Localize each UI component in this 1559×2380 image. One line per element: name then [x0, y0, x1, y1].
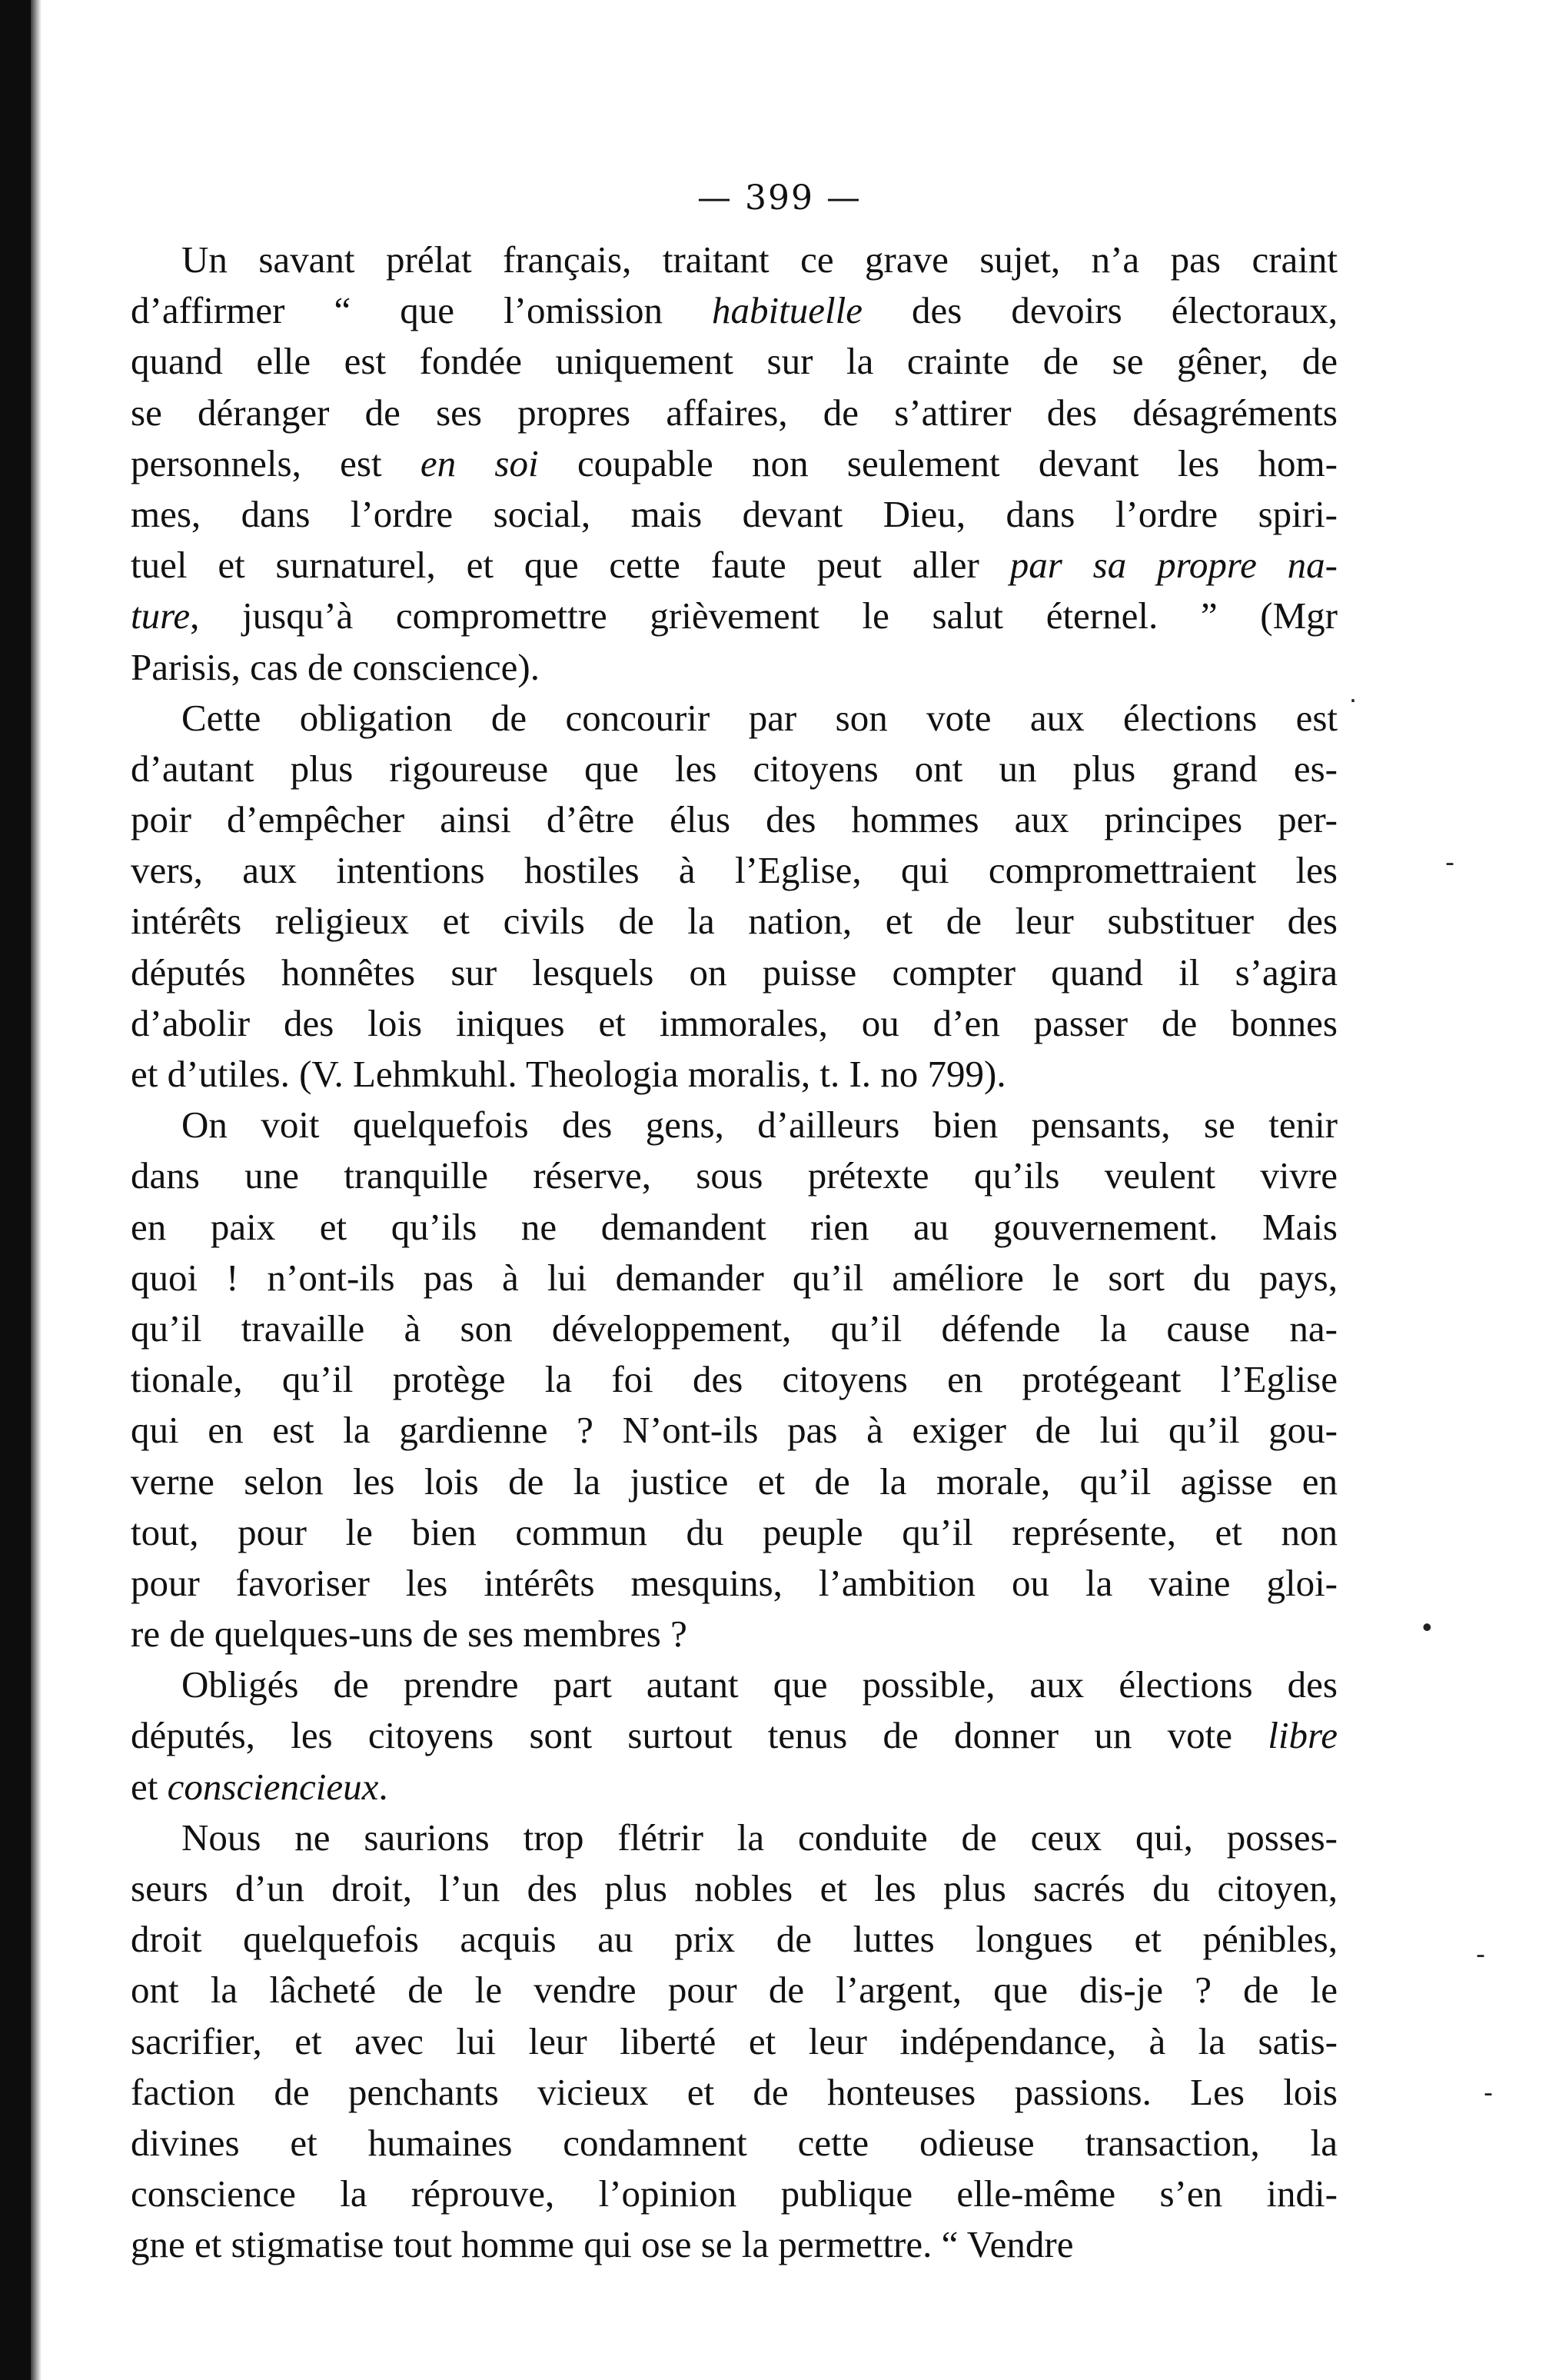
text-line [131, 947, 1338, 998]
text-line [131, 540, 1338, 591]
text-segment: mes, dans l’ordre social, mais devant Dieu, dans l’ordre spiri- [131, 492, 1338, 535]
text-segment: Un savant prélat français, traitant ce grave sujet, n’a pas craint [181, 238, 1338, 281]
text-segment: quand elle est fondée uniquement sur la crainte de se gêner, de [131, 340, 1338, 383]
italic-text: libre [1268, 1714, 1338, 1757]
book-spine-shadow [0, 0, 31, 2380]
text-segment: On voit quelquefois des gens, d’ailleurs bien pensants, se tenir [181, 1103, 1338, 1147]
text-segment: d’abolir des lois iniques et immorales, ou d’en passer de bonnes [131, 1001, 1338, 1044]
text-segment: poir d’empêcher ainsi d’être élus des hommes aux principes per- [131, 798, 1338, 841]
text-line [131, 1049, 1338, 1100]
text-segment: députés honnêtes sur lesquels on puisse compter quand il s’agira [131, 950, 1338, 994]
text-line [131, 1710, 1338, 1761]
text-segment: vers, aux intentions hostiles à l’Eglise, qui compromettraient les [131, 849, 1338, 892]
text-line [131, 1100, 1338, 1150]
text-line [131, 1558, 1338, 1609]
text-segment: Obligés de prendre part autant que possible, aux élections des [181, 1663, 1338, 1706]
text-segment: ont la lâcheté de le vendre pour de l’argent, que dis-je ? de le [131, 1969, 1338, 2012]
text-segment: intérêts religieux et civils de la nation, et de leur substituer des [131, 900, 1338, 943]
text-line [131, 1253, 1338, 1303]
text-segment: coupable non seulement devant les hom- [538, 441, 1338, 484]
text-segment: d’affirmer “ que l’omission [131, 289, 713, 332]
text-line [131, 1863, 1338, 1914]
text-line [131, 1456, 1338, 1507]
scan-speck: - [1445, 846, 1454, 877]
text-line [131, 693, 1338, 744]
page-number: — 399 — [697, 178, 862, 218]
text-line [131, 438, 1338, 489]
text-line [131, 1150, 1338, 1201]
text-line [131, 1303, 1338, 1354]
text-line [131, 388, 1338, 438]
page-body-text [131, 235, 1338, 2271]
text-line [131, 2016, 1338, 2067]
text-line [131, 845, 1338, 896]
text-line [131, 489, 1338, 540]
text-segment: tout, pour le bien commun du peuple qu’il représente, et non [131, 1510, 1338, 1553]
text-segment: tionale, qu’il protège la foi des citoyens en protégeant l’Eglise [131, 1358, 1338, 1401]
italic-text: consciencieux [167, 1765, 379, 1808]
text-segment: et [131, 1765, 168, 1808]
text-segment: quoi ! n’ont-ils pas à lui demander qu’il améliore le sort du pays, [131, 1256, 1338, 1299]
text-line [131, 1202, 1338, 1253]
text-line [131, 1965, 1338, 2016]
scan-speck: • [1422, 1611, 1432, 1643]
text-line [131, 998, 1338, 1049]
text-segment: pour favoriser les intérêts mesquins, l’ambition ou la vaine gloi- [131, 1561, 1338, 1604]
text-segment: divines et humaines condamnent cette odieuse transaction, la [131, 2121, 1338, 2164]
text-line [131, 2118, 1338, 2169]
text-segment: Nous ne saurions trop flétrir la conduite de ceux qui, posses- [181, 1816, 1338, 1859]
text-segment: des devoirs électoraux, [862, 289, 1338, 332]
text-line [131, 896, 1338, 947]
text-segment: d’autant plus rigoureuse que les citoyens ont un plus grand es- [131, 747, 1338, 790]
scan-speck: . [1349, 677, 1358, 708]
text-line [131, 1659, 1338, 1710]
text-segment: qui en est la gardienne ? N’ont-ils pas à exiger de lui qu’il gou- [131, 1409, 1338, 1452]
text-segment: seurs d’un droit, l’un des plus nobles et les plus sacrés du citoyen, [131, 1867, 1338, 1909]
text-line [131, 2067, 1338, 2118]
text-line [131, 1354, 1338, 1405]
text-segment: dans une tranquille réserve, sous prétexte qu’ils veulent vivre [131, 1154, 1338, 1197]
text-line [131, 1507, 1338, 1558]
text-line [131, 591, 1338, 641]
text-segment: faction de penchants vicieux et de honteuses passions. Les lois [131, 2070, 1338, 2113]
text-segment: . [378, 1765, 388, 1808]
text-segment: re de quelques-uns de ses membres ? [131, 1613, 687, 1656]
text-segment: sacrifier, et avec lui leur liberté et leur indépendance, à la satis- [131, 2019, 1338, 2062]
text-segment: et d’utiles. (V. Lehmkuhl. Theologia moralis, t. I. no 799). [131, 1053, 1006, 1095]
text-segment: droit quelquefois acquis au prix de luttes longues et pénibles, [131, 1918, 1338, 1961]
text-segment: se déranger de ses propres affaires, de s’attirer des désagréments [131, 391, 1338, 434]
italic-text: par sa propre na- [1009, 544, 1338, 587]
text-line [131, 794, 1338, 845]
text-segment: en paix et qu’ils ne demandent rien au gouvernement. Mais [131, 1205, 1338, 1248]
italic-text: en soi [420, 441, 539, 484]
text-line [131, 2169, 1338, 2219]
text-line [131, 336, 1338, 387]
text-line [131, 642, 1338, 693]
text-segment: conscience la réprouve, l’opinion publique elle-même s’en indi- [131, 2172, 1338, 2215]
text-line [131, 285, 1338, 336]
scan-speck: - [1476, 1938, 1485, 1969]
italic-text: habituelle [712, 289, 863, 332]
text-segment: Parisis, cas de conscience). [131, 645, 540, 688]
text-line [131, 1762, 1338, 1812]
scan-speck: - [1484, 2076, 1493, 2108]
spine-gradient [31, 0, 42, 2380]
text-line [131, 1405, 1338, 1456]
text-segment: gne et stigmatise tout homme qui ose se la permettre. “ Vendre [131, 2223, 1074, 2266]
text-line [131, 744, 1338, 794]
text-line [131, 1914, 1338, 1965]
text-segment: verne selon les lois de la justice et de la morale, qu’il agisse en [131, 1460, 1338, 1503]
text-segment: qu’il travaille à son développement, qu’il défende la cause na- [131, 1307, 1338, 1350]
text-segment: personnels, est [131, 441, 420, 484]
text-line [131, 235, 1338, 285]
text-line [131, 1609, 1338, 1659]
text-segment: , jusqu’à compromettre grièvement le salut éternel. ” (Mgr [190, 594, 1338, 637]
text-segment: députés, les citoyens sont surtout tenus de donner un vote [131, 1714, 1268, 1757]
text-segment: Cette obligation de concourir par son vote aux élections est [181, 696, 1338, 739]
italic-text: ture [131, 594, 191, 637]
text-line [131, 2219, 1338, 2270]
text-line [131, 1812, 1338, 1863]
text-segment: tuel et surnaturel, et que cette faute peut aller [131, 544, 1010, 587]
